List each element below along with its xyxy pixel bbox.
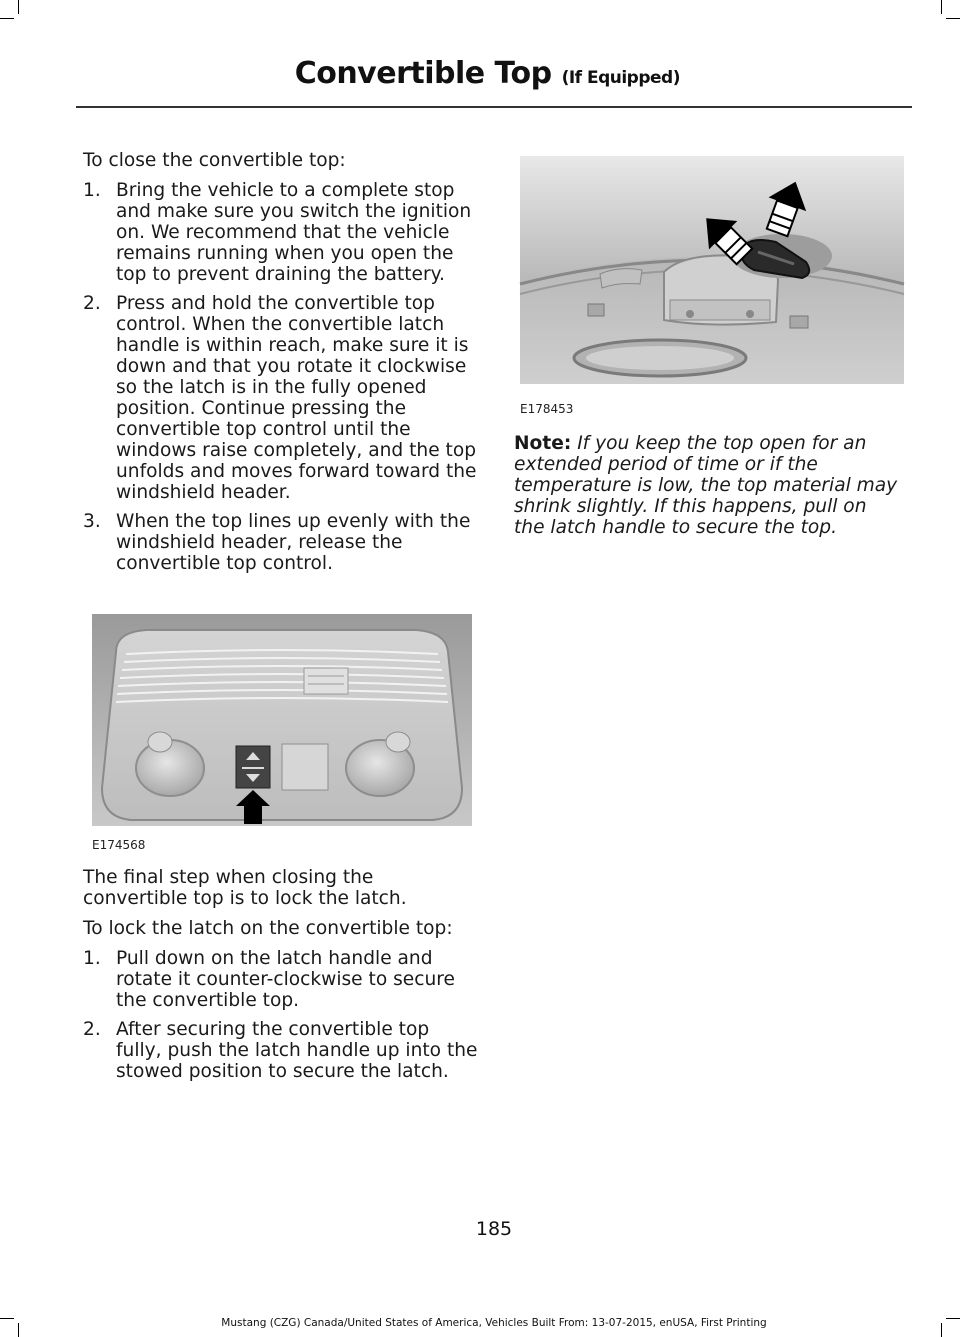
note-label: Note: xyxy=(514,433,572,454)
close-procedure xyxy=(83,150,478,574)
step-text: When the top lines up evenly with the windshield header, release the convertible top control. xyxy=(116,511,471,574)
step-text: Pull down on the latch handle and rotate it counter-clockwise to secure the convertible top. xyxy=(116,948,455,1011)
note-paragraph xyxy=(514,433,899,538)
overhead-console-illustration xyxy=(86,592,478,856)
lock-procedure xyxy=(83,867,478,1082)
step-number: 1. xyxy=(83,180,101,201)
note xyxy=(514,433,899,538)
page-title xyxy=(295,56,680,91)
close-step xyxy=(83,180,478,285)
note-text: If you keep the top open for an extended period of time or if the temperature is low, the top material may shrink slightly. If this happens, pull on the latch handle to secure the top. xyxy=(514,433,898,538)
page-number: 185 xyxy=(475,1218,513,1240)
figure-id-label: E174568 xyxy=(92,838,146,852)
page-title-text: Convertible Top xyxy=(294,56,552,91)
close-step xyxy=(83,293,478,503)
close-step xyxy=(83,511,478,574)
lock-intro: To lock the latch on the convertible top: xyxy=(83,918,453,939)
final-step-text: The final step when closing the convertible top is to lock the latch. xyxy=(83,867,407,909)
crop-mark xyxy=(941,0,942,14)
step-number: 2. xyxy=(83,293,101,314)
figure-latch-handle xyxy=(514,152,906,418)
figure-id-label: E178453 xyxy=(520,402,574,416)
step-text: Bring the vehicle to a complete stop and make sure you switch the ignition on. We recommend that the vehicle remains running when you open the top to prevent draining the battery. xyxy=(116,180,472,285)
figure-overhead-console xyxy=(86,592,478,856)
crop-mark xyxy=(0,18,14,19)
step-number: 3. xyxy=(83,511,101,532)
latch-handle-illustration xyxy=(514,152,906,418)
page-title-subtitle: (If Equipped) xyxy=(561,68,680,88)
step-number: 2. xyxy=(83,1019,101,1040)
step-text: Press and hold the convertible top control. When the convertible latch handle is within reach, make sure it is down and that you rotate it clockwise so the latch is in the fully opened position. Continue pressing the convertible top control until the windows raise completely, and the top unfolds and moves forward toward the windshield header. xyxy=(116,293,477,503)
step-number: 1. xyxy=(83,948,101,969)
crop-mark xyxy=(946,18,960,19)
lock-step xyxy=(83,948,478,1011)
footer-text: Mustang (CZG) Canada/United States of America, Vehicles Built From: 13-07-2015, enUSA, First Printing xyxy=(221,1317,767,1329)
crop-mark xyxy=(18,0,19,14)
header-rule xyxy=(76,106,912,108)
lock-step xyxy=(83,1019,478,1082)
close-intro: To close the convertible top: xyxy=(83,150,346,171)
step-text: After securing the convertible top fully, push the latch handle up into the stowed position to secure the latch. xyxy=(116,1019,478,1082)
